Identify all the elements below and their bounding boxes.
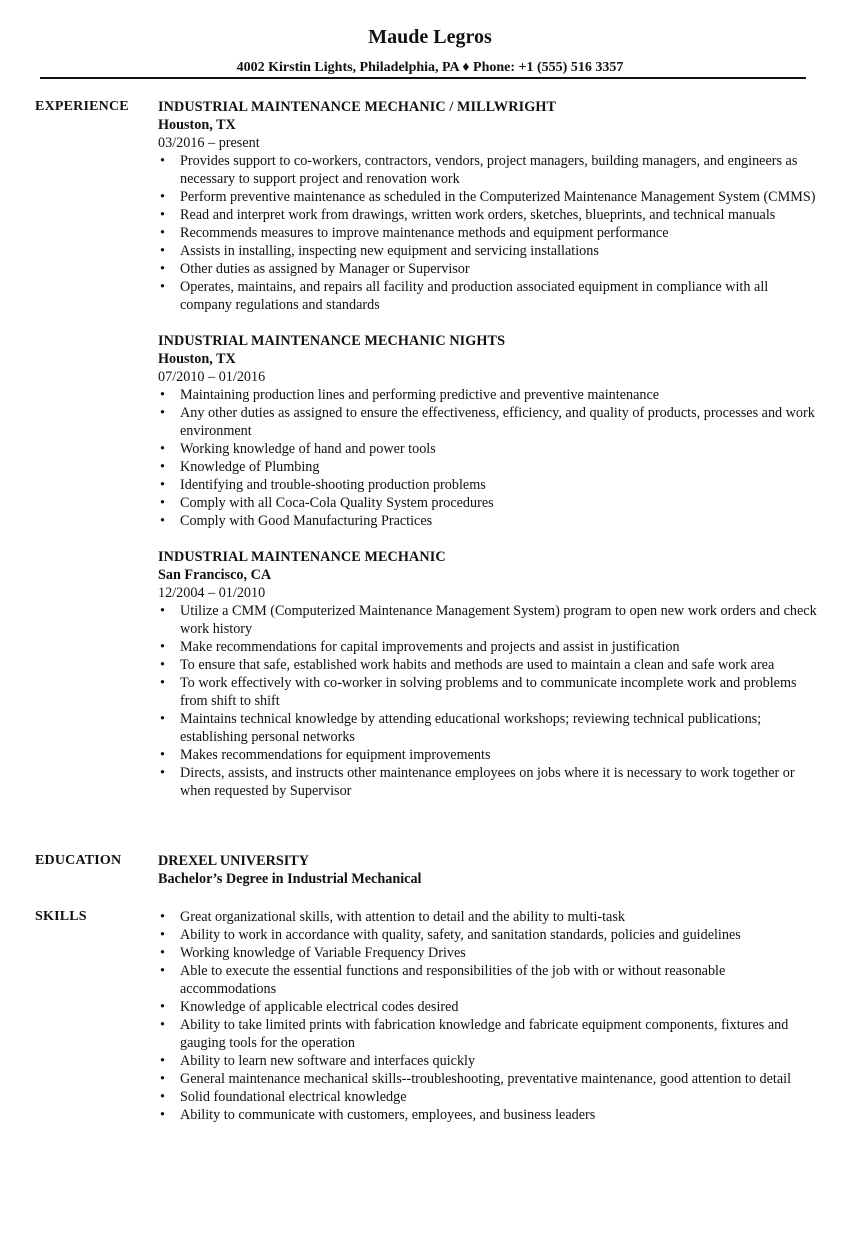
- skill-item: • Ability to learn new software and interfaces quickly: [158, 1052, 818, 1070]
- job-bullet: • Utilize a CMM (Computerized Maintenance Management System) program to open new work orders and check work history: [158, 602, 818, 638]
- job-location: San Francisco, CA: [158, 567, 272, 583]
- job-bullets: [158, 602, 818, 800]
- job-bullet: • To work effectively with co-worker in solving problems and to communicate incomplete work and problems from shift to shift: [158, 674, 818, 710]
- skill-item: • General maintenance mechanical skills--troubleshooting, preventative maintenance, good attention to detail: [158, 1070, 818, 1088]
- education-heading: EDUCATION: [35, 853, 122, 868]
- job-dates: 07/2010 – 01/2016: [158, 369, 266, 385]
- job-bullet: • Provides support to co-workers, contractors, vendors, project managers, building managers, and engineers as necessary to support project and renovation work: [158, 152, 818, 188]
- experience-content: [158, 98, 818, 818]
- job-location: Houston, TX: [158, 117, 236, 133]
- job-bullet: • Any other duties as assigned to ensure the effectiveness, efficiency, and quality of products, processes and work environment: [158, 404, 818, 440]
- job-bullet: • Comply with all Coca-Cola Quality System procedures: [158, 494, 818, 512]
- job-dates: 12/2004 – 01/2010: [158, 585, 266, 601]
- job-title: INDUSTRIAL MAINTENANCE MECHANIC / MILLWRIGHT: [158, 99, 557, 115]
- job-bullet: • Recommends measures to improve maintenance methods and equipment performance: [158, 224, 818, 242]
- experience-heading: EXPERIENCE: [35, 99, 129, 114]
- skill-item: • Ability to work in accordance with quality, safety, and sanitation standards, policies and guidelines: [158, 926, 818, 944]
- skill-item: • Able to execute the essential functions and responsibilities of the job with or without reasonable accommodations: [158, 962, 818, 998]
- skill-item: • Ability to communicate with customers, employees, and business leaders: [158, 1106, 818, 1124]
- job-entry: [158, 548, 818, 800]
- skills-list: [158, 908, 818, 1124]
- job-entry: [158, 332, 818, 530]
- skill-item: • Solid foundational electrical knowledge: [158, 1088, 818, 1106]
- job-bullets: [158, 152, 818, 314]
- skill-item: • Working knowledge of Variable Frequency Drives: [158, 944, 818, 962]
- skills-content: [158, 908, 818, 1124]
- job-bullet: • To ensure that safe, established work habits and methods are used to maintain a clean and safe work area: [158, 656, 818, 674]
- job-bullet: • Maintaining production lines and performing predictive and preventive maintenance: [158, 386, 818, 404]
- job-bullet: • Operates, maintains, and repairs all facility and production associated equipment in compliance with all company regulations and standards: [158, 278, 818, 314]
- job-bullet: • Makes recommendations for equipment improvements: [158, 746, 818, 764]
- header-divider: [40, 77, 806, 79]
- job-bullet: • Identifying and trouble-shooting production problems: [158, 476, 818, 494]
- job-title: INDUSTRIAL MAINTENANCE MECHANIC: [158, 549, 446, 565]
- school-name: DREXEL UNIVERSITY: [158, 853, 309, 869]
- job-title: INDUSTRIAL MAINTENANCE MECHANIC NIGHTS: [158, 333, 506, 349]
- candidate-name: Maude Legros: [368, 26, 492, 48]
- job-bullet: • Read and interpret work from drawings, written work orders, sketches, blueprints, and technical manuals: [158, 206, 818, 224]
- job-location: Houston, TX: [158, 351, 236, 367]
- job-bullet: • Knowledge of Plumbing: [158, 458, 818, 476]
- job-bullet: • Working knowledge of hand and power tools: [158, 440, 818, 458]
- job-bullet: • Directs, assists, and instructs other maintenance employees on jobs where it is necessary to work together or when requested by Supervisor: [158, 764, 818, 800]
- education-content: [158, 852, 818, 888]
- contact-line: 4002 Kirstin Lights, Philadelphia, PA ♦ Phone: +1 (555) 516 3357: [236, 60, 624, 75]
- job-bullet: • Other duties as assigned by Manager or Supervisor: [158, 260, 818, 278]
- degree-name: Bachelor’s Degree in Industrial Mechanical: [158, 871, 422, 887]
- skill-item: • Great organizational skills, with attention to detail and the ability to multi-task: [158, 908, 818, 926]
- job-bullet: • Comply with Good Manufacturing Practices: [158, 512, 818, 530]
- job-bullet: • Make recommendations for capital improvements and projects and assist in justification: [158, 638, 818, 656]
- skill-item: • Knowledge of applicable electrical codes desired: [158, 998, 818, 1016]
- job-entry: [158, 98, 818, 314]
- skill-item: • Ability to take limited prints with fabrication knowledge and fabricate equipment components, fixtures and gauging tools for the operation: [158, 1016, 818, 1052]
- job-bullet: • Assists in installing, inspecting new equipment and servicing installations: [158, 242, 818, 260]
- job-bullet: • Maintains technical knowledge by attending educational workshops; reviewing technical publications; establishing personal networks: [158, 710, 818, 746]
- job-bullets: [158, 386, 818, 530]
- skills-heading: SKILLS: [35, 909, 87, 924]
- job-bullet: • Perform preventive maintenance as scheduled in the Computerized Maintenance Management System (CMMS): [158, 188, 818, 206]
- job-dates: 03/2016 – present: [158, 135, 260, 151]
